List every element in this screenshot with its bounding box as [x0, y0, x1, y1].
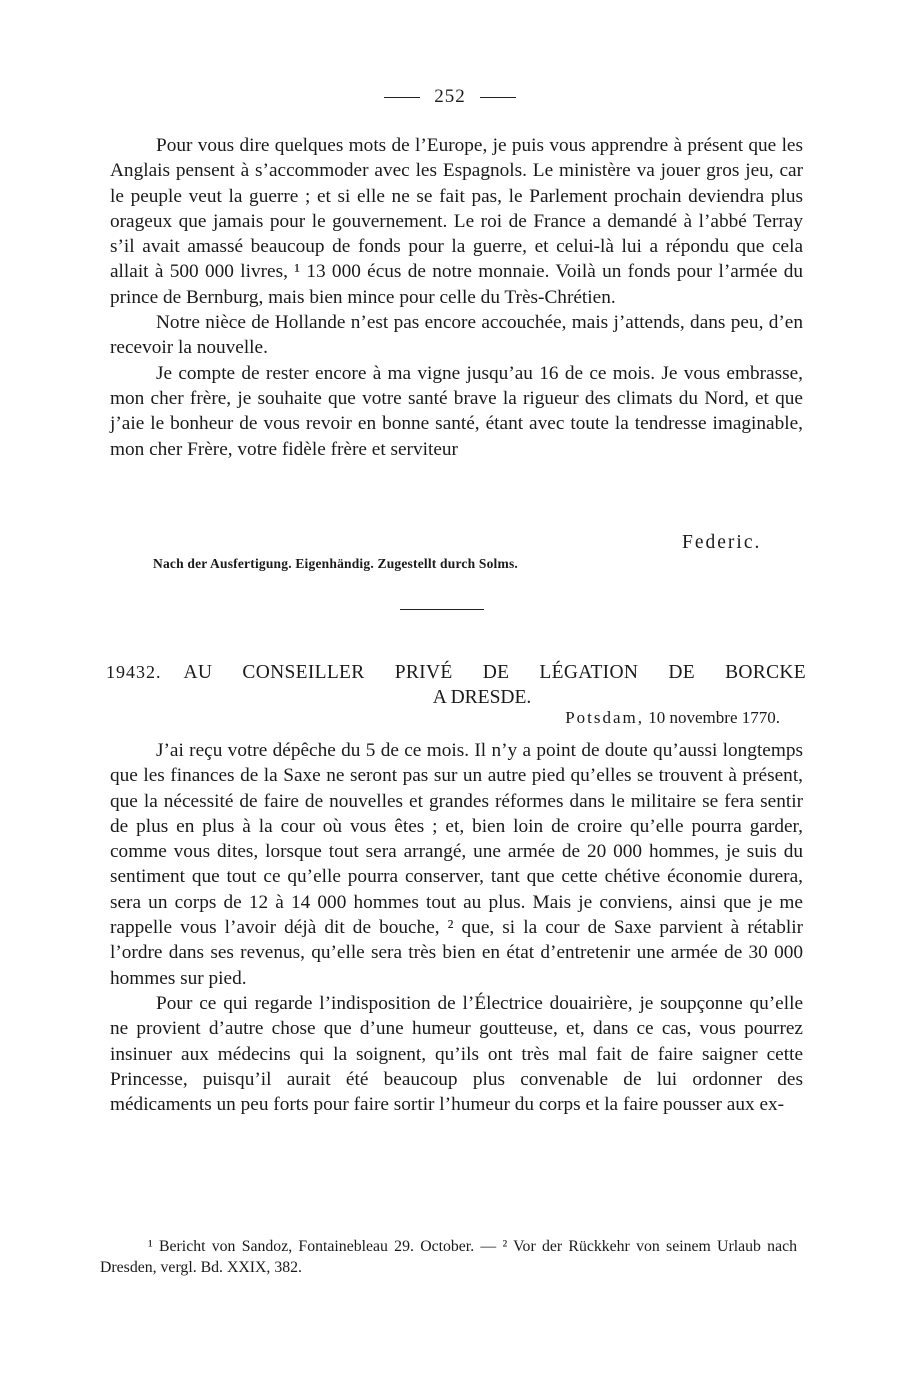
letter-title-line-2: A DRESDE. [432, 687, 532, 708]
footnote-text: ¹ Bericht von Sandoz, Fontainebleau 29. October. — ² Vor der Rückkehr von seinem Urlaub nach Dresden, vergl. Bd. XXIX, 382. [100, 1238, 797, 1276]
letter-1-paragraph-1: Pour vous dire quelques mots de l’Europe, je puis vous apprendre à présent que les Anglais pensent à s’accommoder avec les Espagnols. Le ministère va jouer gros jeu, car le peuple veut la guerre ; et si elle ne se fait pas, le Parlement prochain deviendra plus orageux que jamais pour le gouvernement. Le roi de France a demandé à l’abbé Terray s’il avait amassé beaucoup de fonds pour la guerre, et celui-là lui a répondu que cela allait à 500 000 livres, ¹ 13 000 écus de notre monnaie. Voilà un fonds pour l’armée du prince de Bernburg, mais bien mince pour celle du Très-Chrétien. [110, 135, 803, 308]
letter-2-paragraph-2: Pour ce qui regarde l’indisposition de l’Électrice douairière, je soupçonne qu’elle ne provient d’autre chose que d’une humeur goutteuse, et, dans ce cas, vous pourrez insinuer aux médecins qui la soignent, qu’ils ont très mal fait de faire saigner cette Princesse, puisqu’il aurait été beaucoup plus convenable de lui ordonner des médicaments un peu forts pour faire sortir l’humeur du corps et la faire pousser aux ex- [110, 992, 803, 1116]
letter-2-paragraph-1: J’ai reçu votre dépêche du 5 de ce mois. Il n’y a point de doute qu’aussi longtemps que les finances de la Saxe ne seront pas sur un autre pied qu’elles se trouvent à présent, que la nécessité de faire de nouvelles et grandes réformes dans le militaire se fera sentir de plus en plus à la cour où vous êtes ; et, bien loin de croire qu’elle pourra garder, comme vous dites, lorsque tout sera arrangé, une armée de 20 000 hommes, je suis du sentiment que tout ce qu’elle pourra conserver, tant que cette chétive économie durera, sera un corps de 12 à 14 000 hommes tout au plus. Mais je conviens, ainsi que je me rappelle vous l’avoir déjà dit de bouche, ² que, si la cour de Saxe parvient à rétablir l’ordre dans ses revenus, qu’elle sera très bien en état d’entretenir une armée de 30 000 hommes sur pied. [110, 740, 803, 989]
letter-title-line-1: AU CONSEILLER PRIVÉ DE LÉGATION DE BORCKE [183, 662, 806, 683]
letter-2-heading [106, 660, 806, 710]
page-header [0, 86, 900, 108]
dateline-place: Potsdam, [565, 708, 645, 727]
dateline [565, 708, 780, 728]
section-divider [400, 609, 484, 610]
page-number: 252 [434, 86, 466, 107]
letter-number: 19432. [106, 662, 162, 682]
letter-1-paragraph-2: Notre nièce de Hollande n’est pas encore accouchée, mais j’attends, dans peu, d’en recevoir la nouvelle. [110, 312, 803, 359]
header-dash-right [480, 97, 516, 98]
letter-1-paragraph-3: Je compte de rester encore à ma vigne jusqu’au 16 de ce mois. Je vous embrasse, mon cher frère, je souhaite que votre santé brave la rigueur des climats du Nord, et que j’aie le bonheur de vous revoir en bonne santé, étant avec toute la tendresse imaginable, mon cher Frère, votre fidèle frère et serviteur [110, 362, 803, 460]
source-note: Nach der Ausfertigung. Eigenhändig. Zugestellt durch Solms. [153, 556, 518, 571]
letter-2-body [110, 738, 803, 1117]
header-dash-left [384, 97, 420, 98]
footnotes [100, 1236, 797, 1278]
dateline-date: 10 novembre 1770. [648, 708, 780, 727]
signature: Federic. [682, 532, 762, 553]
letter-1-body [110, 133, 803, 462]
